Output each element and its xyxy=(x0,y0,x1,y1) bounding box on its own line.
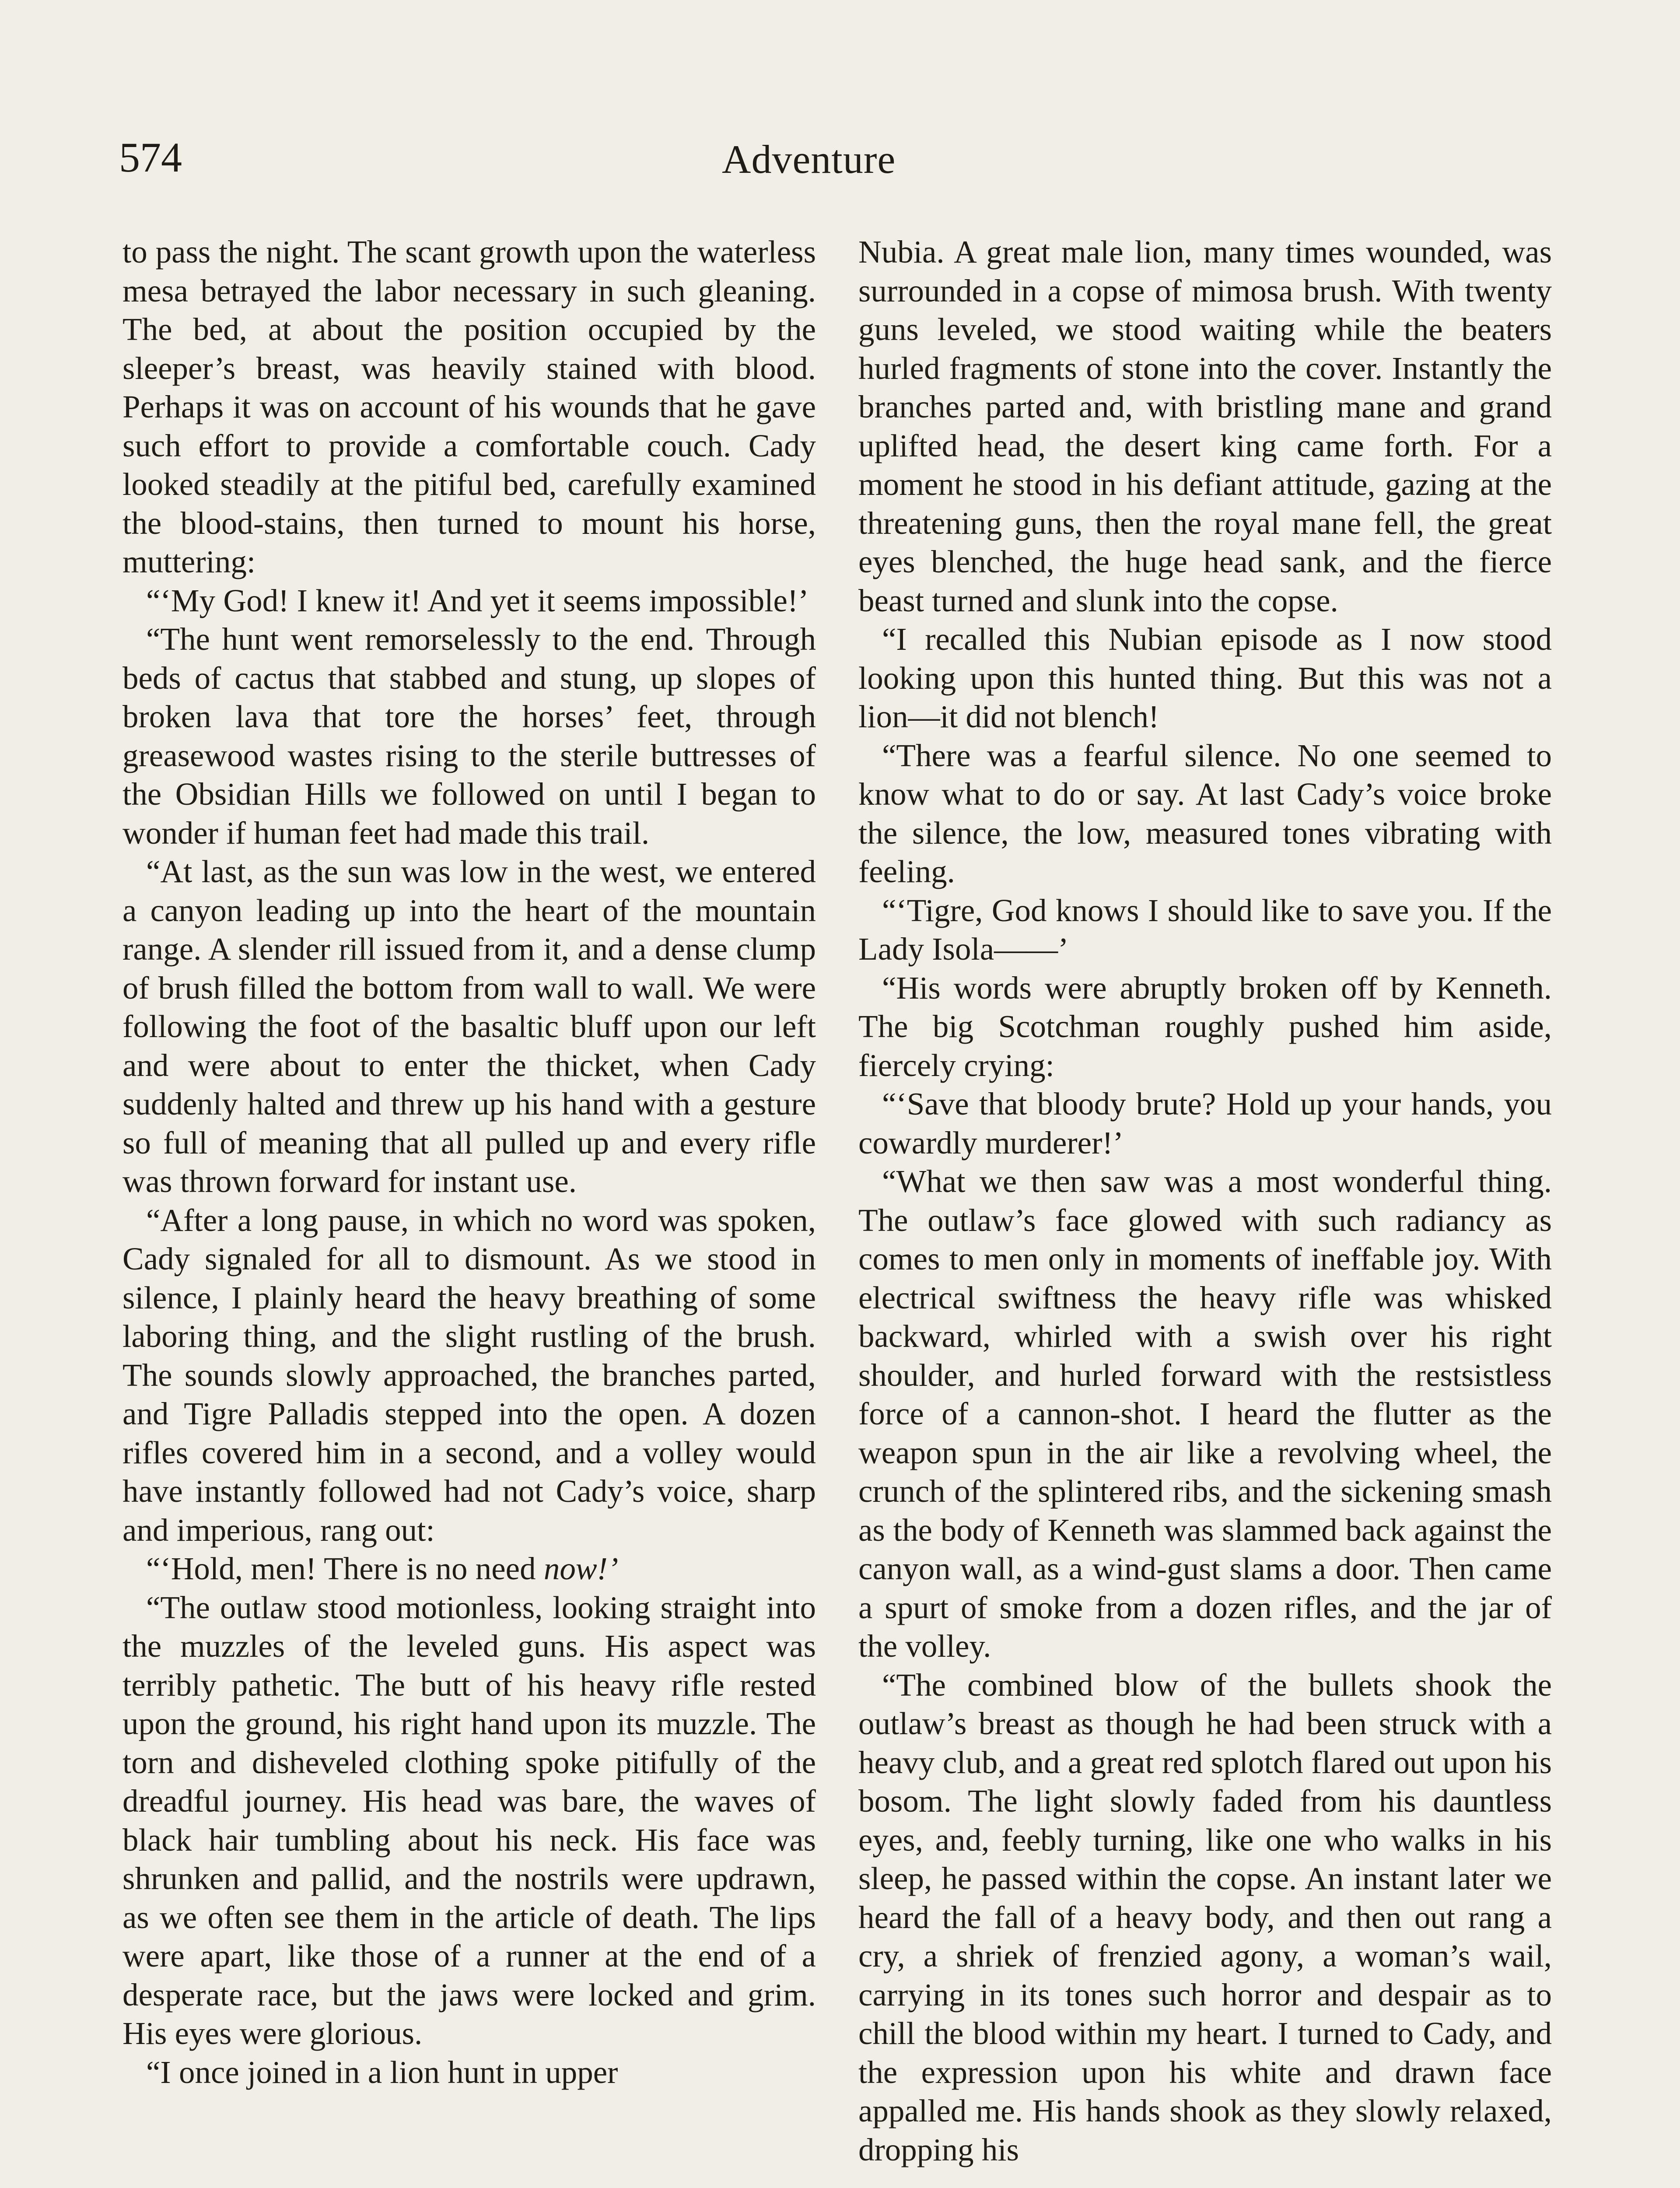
paragraph: “The outlaw stood motionless, looking straight into the muzzles of the leveled guns. His aspect was terribly pathetic. The butt of his heavy rifle rested upon the ground, his right hand upon its muzzle. The torn and disheveled clothing spoke pitifully of the dreadful journey. His head was bare, the waves of black hair tumbling about his neck. His face was shrunken and pallid, and the nostrils were updrawn, as we often see them in the article of death. The lips were apart, like those of a runner at the end of a desperate race, but the jaws were locked and grim. His eyes were glorious. xyxy=(122,1589,816,2051)
paragraph: “What we then saw was a most wonderful thing. The outlaw’s face glowed with such radiancy as comes to men only in moments of ineffable joy. With electrical swiftness the heavy rifle was whisked backward, whirled with a swish over his right shoulder, and hurled forward with the restsistless force of a cannon-shot. I heard the flutter as the weapon spun in the air like a revolving wheel, the crunch of the splintered ribs, and the sickening smash as the body of Kenneth was slammed back against the canyon wall, as a wind-gust slams a door. Then came a spurt of smoke from a dozen rifles, and the jar of the volley. xyxy=(858,1164,1552,1664)
paragraph: “‘My God! I knew it! And yet it seems impossible!’ xyxy=(146,582,809,618)
paragraph: “There was a fearful silence. No one seemed to know what to do or say. At last Cady’s voice broke the silence, the low, measured tones vibrating with feeling. xyxy=(858,737,1552,889)
paragraph-text: “‘Hold, men! There is no need xyxy=(146,1551,544,1586)
paragraph: “I once joined in a lion hunt in upper xyxy=(146,2054,618,2090)
right-column xyxy=(858,233,1552,2169)
paragraph: “‘Save that bloody brute? Hold up your hands, you cowardly murderer!’ xyxy=(858,1086,1552,1161)
paragraph: Nubia. A great male lion, many times wounded, was surrounded in a copse of mimosa brush. With twenty guns leveled, we stood waiting while the beaters hurled fragments of stone into the cover. Instantly the branches parted and, with bristling mane and grand uplifted head, the desert king came forth. For a moment he stood in his defiant attitude, gazing at the threatening guns, then the royal mane fell, the great eyes blenched, the huge head sank, and the fierce beast turned and slunk into the copse. xyxy=(858,234,1552,618)
paragraph: “After a long pause, in which no word was spoken, Cady signaled for all to dismount. As we stood in silence, I plainly heard the heavy breathing of some laboring thing, and the slight rustling of the brush. The sounds slowly approached, the branches parted, and Tigre Palladis stepped into the open. A dozen rifles covered him in a second, and a volley would have instantly followed had not Cady’s voice, sharp and imperious, rang out: xyxy=(122,1202,816,1548)
paragraph: to pass the night. The scant growth upon the waterless mesa betrayed the labor necessary in such gleaning. The bed, at about the position occupied by the sleeper’s breast, was heavily stained with blood. Perhaps it was on account of his wounds that he gave such effort to provide a comfortable couch. Cady looked steadily at the pitiful bed, carefully examined the blood-stains, then turned to mount his horse, muttering: xyxy=(122,234,816,579)
paragraph: “I recalled this Nubian episode as I now stood looking upon this hunted thing. But this was not a lion—it did not blench! xyxy=(858,621,1552,734)
paragraph: “His words were abruptly broken off by Kenneth. The big Scotchman roughly pushed him aside, fiercely crying: xyxy=(858,970,1552,1083)
paragraph: “The combined blow of the bullets shook the outlaw’s breast as though he had been struck with a heavy club, and a great red splotch flared out upon his bosom. The light slowly faded from his dauntless eyes, and, feebly turning, like one who walks in his sleep, he passed within the copse. An instant later we heard the fall of a heavy body, and then out rang a cry, a shriek of frenzied agony, a woman’s wail, carrying in its tones such horror and despair as to chill the blood within my heart. I turned to Cady, and the expression upon his white and drawn face appalled me. His hands shook as they slowly relaxed, dropping his xyxy=(858,1667,1552,2167)
italic-emphasis: now!’ xyxy=(543,1551,619,1586)
paragraph: “‘Tigre, God knows I should like to save you. If the Lady Isola——’ xyxy=(858,892,1552,967)
paragraph xyxy=(122,1550,816,1588)
page-number: 574 xyxy=(119,134,182,181)
paragraph: “At last, as the sun was low in the west, we entered a canyon leading up into the heart of the mountain range. A slender rill issued from it, and a dense clump of brush filled the bottom from wall to wall. We were following the foot of the basaltic bluff upon our left and were about to enter the thicket, when Cady suddenly halted and threw up his hand with a gesture so full of meaning that all pulled up and every rifle was thrown forward for instant use. xyxy=(122,854,816,1199)
paragraph: “The hunt went remorselessly to the end. Through beds of cactus that stabbed and stung, up slopes of broken lava that tore the horses’ feet, through greasewood wastes rising to the sterile buttresses of the Obsidian Hills we followed on until I began to wonder if human feet had made this trail. xyxy=(122,621,816,851)
running-title: Adventure xyxy=(722,137,896,182)
left-column xyxy=(122,233,816,2092)
